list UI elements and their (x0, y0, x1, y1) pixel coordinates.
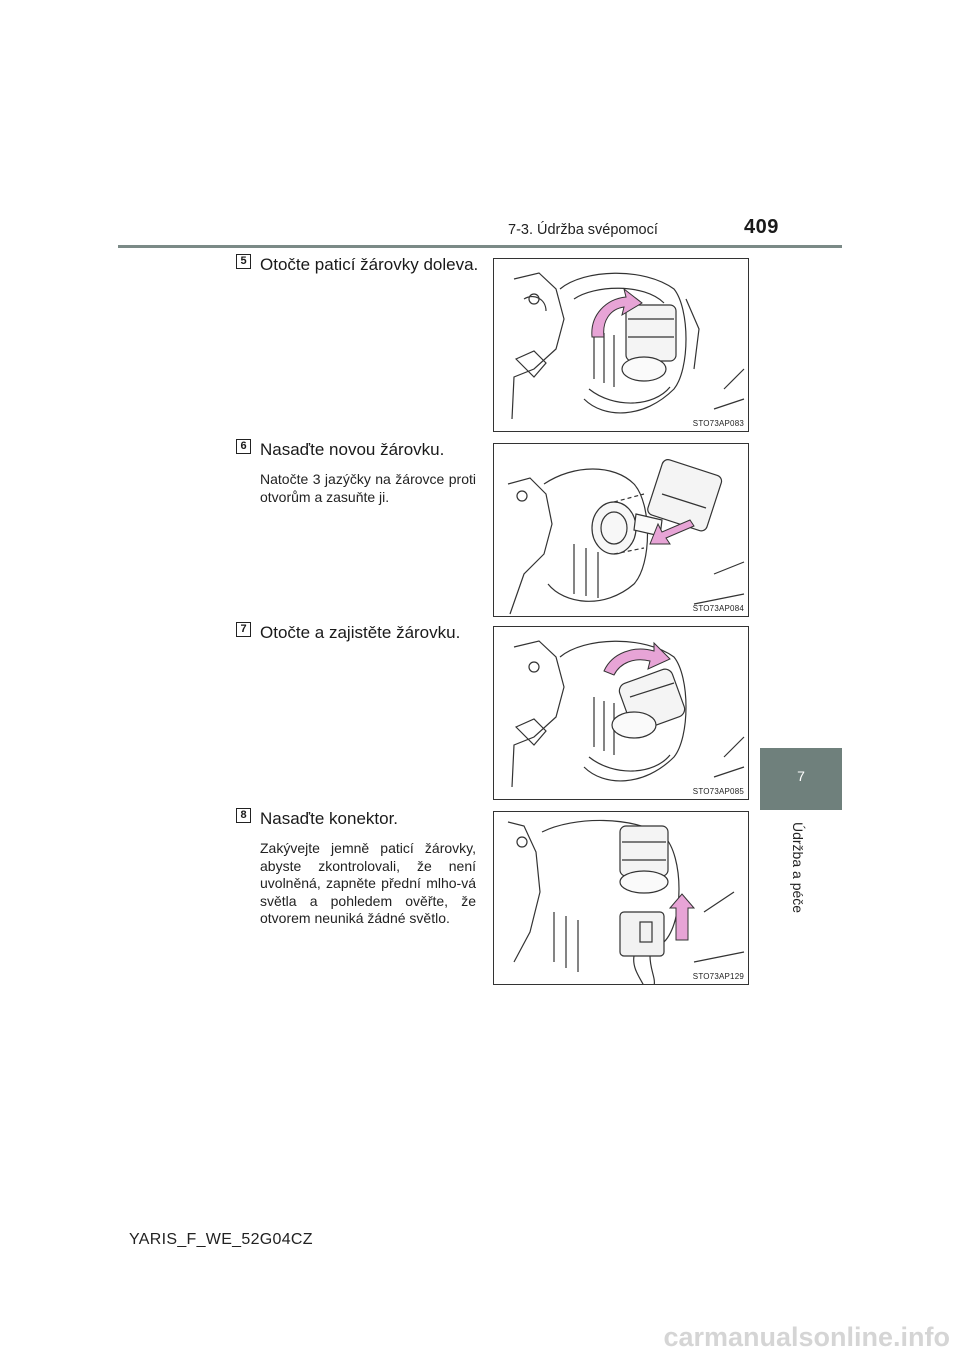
watermark: carmanualsonline.info (663, 1322, 950, 1352)
step-note: Natočte 3 jazýčky na žárovce proti otvorům a zasuňte ji. (260, 471, 476, 505)
page-number: 409 (744, 216, 779, 238)
document-code: YARIS_F_WE_52G04CZ (129, 1231, 313, 1248)
step-title: Otočte paticí žárovky doleva. (260, 255, 479, 274)
illustration-attach-connector (493, 811, 749, 985)
chapter-label: Údržba a péče (790, 822, 806, 914)
illustration-lock-bulb (493, 626, 749, 800)
figure-code: STO73AP129 (692, 972, 744, 981)
section-title: 7-3. Údržba svépomocí (508, 222, 658, 238)
illustration-remove-bulb (493, 258, 749, 432)
illustration-insert-bulb (493, 443, 749, 617)
chapter-number: 7 (797, 768, 805, 784)
chapter-tab (760, 748, 842, 810)
step-title: Nasaďte novou žárovku. (260, 440, 445, 459)
step-badge: 6 (236, 439, 251, 454)
step-title: Nasaďte konektor. (260, 809, 399, 828)
figure-code: STO73AP085 (692, 787, 744, 796)
step-note: Zakývejte jemně paticí žárovky, abyste zkontrolovali, že není uvolněná, zapněte přední mlho-vá světla a pohledem ověřte, že otvorem neuniká žádné světlo. (260, 840, 476, 926)
arrow-up-icon (670, 894, 694, 940)
header-divider (118, 245, 842, 248)
figure-code: STO73AP083 (692, 419, 744, 428)
step-badge: 7 (236, 622, 251, 637)
step-badge: 5 (236, 254, 251, 269)
figure-code: STO73AP084 (692, 604, 744, 613)
step-title: Otočte a zajistěte žárovku. (260, 623, 461, 642)
step-badge: 8 (236, 808, 251, 823)
